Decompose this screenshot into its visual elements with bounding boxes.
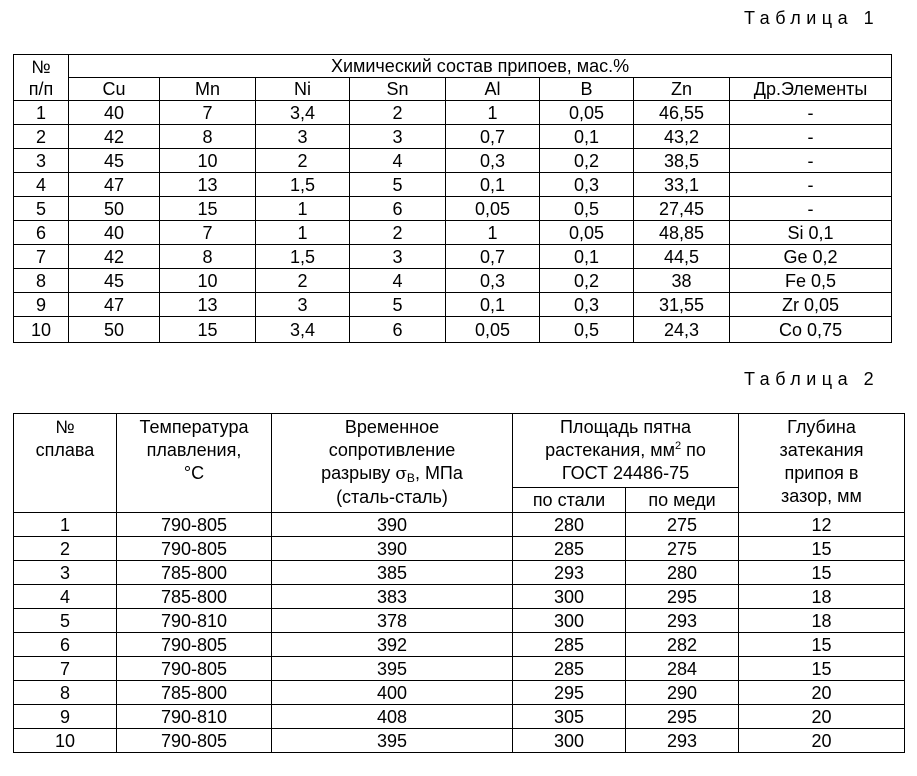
t2-strength-line4: (сталь-сталь) — [336, 487, 448, 507]
table-cell: 300 — [513, 585, 626, 609]
table-cell: 295 — [513, 681, 626, 705]
table-cell: 3 — [350, 245, 446, 269]
t2-depth-line1: Глубина — [787, 417, 856, 437]
table-cell: 3,4 — [256, 317, 350, 343]
table-cell: 785-800 — [117, 561, 272, 585]
table-cell: 4 — [14, 173, 69, 197]
table-cell: 42 — [69, 125, 160, 149]
t2-area-line2-post: по — [681, 440, 706, 460]
table-cell: 0,05 — [446, 197, 540, 221]
t1-column-headers — [14, 78, 892, 101]
table-cell: 395 — [272, 729, 513, 753]
table-cell: 18 — [739, 609, 905, 633]
table-cell: 280 — [626, 561, 739, 585]
table-cell: 385 — [272, 561, 513, 585]
table-cell: 13 — [160, 173, 256, 197]
table-cell: 3 — [14, 149, 69, 173]
t2-header-no — [14, 414, 117, 513]
table-cell: 285 — [513, 633, 626, 657]
table-cell: 24,3 — [634, 317, 730, 343]
t2-header-area-copper: по меди — [626, 488, 739, 513]
table-cell: 6 — [14, 221, 69, 245]
table-cell: 392 — [272, 633, 513, 657]
table-cell: Ge 0,2 — [730, 245, 892, 269]
table-row — [14, 149, 892, 173]
table-cell: 785-800 — [117, 681, 272, 705]
table-cell: 8 — [14, 681, 117, 705]
table-cell: 285 — [513, 537, 626, 561]
table-cell: 46,55 — [634, 101, 730, 125]
t1-column-header: Sn — [350, 78, 446, 101]
sigma-subscript: B — [406, 471, 415, 485]
table-cell: 8 — [160, 245, 256, 269]
table-row — [14, 537, 905, 561]
table-cell: 282 — [626, 633, 739, 657]
table-cell: 408 — [272, 705, 513, 729]
table-cell: 0,3 — [446, 149, 540, 173]
table-cell: 275 — [626, 513, 739, 537]
table-cell: 790-810 — [117, 705, 272, 729]
table-cell: 305 — [513, 705, 626, 729]
table-cell: 45 — [69, 149, 160, 173]
table-row — [14, 269, 892, 293]
alloy-properties-table — [13, 413, 905, 753]
table-cell: 284 — [626, 657, 739, 681]
table-cell: 8 — [14, 269, 69, 293]
table-cell: 40 — [69, 221, 160, 245]
t2-header-melting-temp — [117, 414, 272, 513]
table-cell: 0,05 — [540, 221, 634, 245]
t1-group-title: Химический состав припоев, мас.% — [69, 55, 892, 78]
table-cell: 50 — [69, 197, 160, 221]
table-row — [14, 657, 905, 681]
t1-header-no-line2: п/п — [28, 78, 54, 99]
t2-area-line3: ГОСТ 24486-75 — [561, 463, 690, 483]
table-cell: 383 — [272, 585, 513, 609]
table-cell: 3 — [14, 561, 117, 585]
table-cell: - — [730, 173, 892, 197]
table-cell: 400 — [272, 681, 513, 705]
t2-header-no-line1: № — [55, 417, 75, 437]
table-cell: 293 — [626, 729, 739, 753]
t2-strength-line3-post: , МПа — [414, 463, 463, 483]
t2-strength-line2: сопротивление — [328, 440, 456, 460]
table-cell: 10 — [160, 269, 256, 293]
table-cell: 390 — [272, 513, 513, 537]
table-cell: 390 — [272, 537, 513, 561]
table-row — [14, 513, 905, 537]
table-cell: 15 — [739, 633, 905, 657]
table-cell: 280 — [513, 513, 626, 537]
table-cell: 9 — [14, 293, 69, 317]
table-cell: 1 — [256, 197, 350, 221]
table-cell: 300 — [513, 729, 626, 753]
table-cell: 2 — [14, 125, 69, 149]
table-cell: 790-805 — [117, 633, 272, 657]
table-cell: 45 — [69, 269, 160, 293]
table-cell: 15 — [739, 537, 905, 561]
t2-area-line2 — [513, 439, 738, 462]
table-cell: 31,55 — [634, 293, 730, 317]
t2-area-line2-pre: растекания, мм — [545, 440, 675, 460]
table-cell: Co 0,75 — [730, 317, 892, 343]
table1-caption: Таблица 1 — [744, 8, 880, 28]
t1-column-header: Cu — [69, 78, 160, 101]
table-cell: 1 — [446, 101, 540, 125]
t2-melt-line1: Температура — [139, 417, 249, 437]
table-cell: 15 — [160, 317, 256, 343]
table-cell: 20 — [739, 705, 905, 729]
table-cell: 10 — [14, 317, 69, 343]
t2-body — [14, 513, 905, 753]
table-cell: 3,4 — [256, 101, 350, 125]
table-cell: 0,2 — [540, 149, 634, 173]
table-row — [14, 173, 892, 197]
table-row — [14, 705, 905, 729]
table-cell: 12 — [739, 513, 905, 537]
table-cell: 20 — [739, 681, 905, 705]
table-cell: 20 — [739, 729, 905, 753]
table-cell: 6 — [350, 197, 446, 221]
table-cell: 44,5 — [634, 245, 730, 269]
table-cell: 0,5 — [540, 197, 634, 221]
t2-depth-line3: припоя в — [784, 463, 859, 483]
table-cell: 47 — [69, 173, 160, 197]
t1-column-header: Ni — [256, 78, 350, 101]
table-cell: 0,5 — [540, 317, 634, 343]
table-cell: 7 — [14, 657, 117, 681]
table-cell: 785-800 — [117, 585, 272, 609]
table-cell: 7 — [160, 221, 256, 245]
t2-header-area-steel: по стали — [513, 488, 626, 513]
table-cell: Zr 0,05 — [730, 293, 892, 317]
table-cell: 10 — [160, 149, 256, 173]
table-cell: 3 — [350, 125, 446, 149]
table-cell: 790-810 — [117, 609, 272, 633]
table-cell: 38 — [634, 269, 730, 293]
table-cell: 293 — [513, 561, 626, 585]
table-cell: 4 — [350, 269, 446, 293]
table-cell: 1 — [14, 101, 69, 125]
t2-melt-line3: °C — [183, 463, 205, 483]
table-cell: 790-805 — [117, 537, 272, 561]
table-cell: 7 — [160, 101, 256, 125]
table-row — [14, 101, 892, 125]
table-cell: 1 — [14, 513, 117, 537]
table-cell: 790-805 — [117, 513, 272, 537]
table-cell: 0,1 — [540, 245, 634, 269]
table-cell: - — [730, 101, 892, 125]
table-cell: 38,5 — [634, 149, 730, 173]
t1-column-header: B — [540, 78, 634, 101]
t1-body — [14, 101, 892, 343]
table-row — [14, 585, 905, 609]
table-cell: 33,1 — [634, 173, 730, 197]
table-cell: 285 — [513, 657, 626, 681]
table-cell: 0,1 — [540, 125, 634, 149]
table-cell: 9 — [14, 705, 117, 729]
table-row — [14, 729, 905, 753]
table-row — [14, 197, 892, 221]
table-cell: 13 — [160, 293, 256, 317]
table-cell: 47 — [69, 293, 160, 317]
table-cell: 5 — [350, 293, 446, 317]
table-cell: 1,5 — [256, 173, 350, 197]
table-cell: 0,05 — [540, 101, 634, 125]
table-cell: 2 — [14, 537, 117, 561]
table-cell: 300 — [513, 609, 626, 633]
table-row — [14, 561, 905, 585]
table-cell: 43,2 — [634, 125, 730, 149]
table-cell: 0,3 — [540, 173, 634, 197]
t2-header-no-line2: сплава — [35, 440, 95, 460]
table-cell: 2 — [256, 149, 350, 173]
t2-melt-line2: плавления, — [146, 440, 242, 460]
table-cell: 0,7 — [446, 125, 540, 149]
table-cell: 2 — [256, 269, 350, 293]
table-cell: 2 — [350, 101, 446, 125]
table-cell: 1 — [256, 221, 350, 245]
table-cell: 5 — [14, 609, 117, 633]
table-cell: 7 — [14, 245, 69, 269]
table-cell: 27,45 — [634, 197, 730, 221]
t2-area-sup: 2 — [674, 440, 682, 452]
t2-depth-line4: зазор, мм — [781, 486, 862, 506]
t2-depth-line2: затекания — [779, 440, 864, 460]
table-cell: - — [730, 125, 892, 149]
table-cell: 40 — [69, 101, 160, 125]
table-cell: - — [730, 149, 892, 173]
table-cell: 15 — [160, 197, 256, 221]
table-cell: 790-805 — [117, 729, 272, 753]
table-cell: 3 — [256, 293, 350, 317]
table-row — [14, 125, 892, 149]
t2-area-line1: Площадь пятна — [559, 417, 692, 437]
table-row — [14, 293, 892, 317]
table-row — [14, 681, 905, 705]
table-cell: Si 0,1 — [730, 221, 892, 245]
t2-strength-line3-pre: разрыву — [321, 463, 396, 483]
table-row — [14, 609, 905, 633]
t1-column-header: Zn — [634, 78, 730, 101]
solder-composition-table — [13, 54, 892, 343]
t1-header-no — [14, 55, 69, 101]
table-cell: 8 — [160, 125, 256, 149]
table-cell: 293 — [626, 609, 739, 633]
table-cell: 295 — [626, 585, 739, 609]
table-cell: 4 — [350, 149, 446, 173]
table2-caption: Таблица 2 — [744, 369, 880, 389]
table-cell: 42 — [69, 245, 160, 269]
t2-header-spread-area — [513, 414, 739, 488]
table-cell: 378 — [272, 609, 513, 633]
table-cell: 0,2 — [540, 269, 634, 293]
table-cell: 0,7 — [446, 245, 540, 269]
table-cell: 6 — [350, 317, 446, 343]
t2-header-tensile-strength — [272, 414, 513, 513]
table-cell: 395 — [272, 657, 513, 681]
table-cell: 6 — [14, 633, 117, 657]
table-row — [14, 633, 905, 657]
table-cell: 275 — [626, 537, 739, 561]
table-cell: - — [730, 197, 892, 221]
t2-strength-line1: Временное — [344, 417, 440, 437]
table-row — [14, 245, 892, 269]
table-cell: 1,5 — [256, 245, 350, 269]
table-cell: 4 — [14, 585, 117, 609]
table-row — [14, 221, 892, 245]
t1-header-no-line1: № — [31, 56, 51, 77]
table-cell: 18 — [739, 585, 905, 609]
table-cell: 0,1 — [446, 293, 540, 317]
table-cell: 290 — [626, 681, 739, 705]
table-cell: 5 — [350, 173, 446, 197]
table-cell: 50 — [69, 317, 160, 343]
table-cell: 790-805 — [117, 657, 272, 681]
table-cell: 2 — [350, 221, 446, 245]
t2-strength-line3 — [272, 462, 512, 486]
table-cell: 295 — [626, 705, 739, 729]
t2-header-gap-depth — [739, 414, 905, 513]
table-cell: 15 — [739, 657, 905, 681]
sigma-symbol: σ — [395, 464, 407, 484]
table-cell: 3 — [256, 125, 350, 149]
table-cell: 0,3 — [446, 269, 540, 293]
table-cell: Fe 0,5 — [730, 269, 892, 293]
table-cell: 10 — [14, 729, 117, 753]
table-cell: 1 — [446, 221, 540, 245]
t1-column-header: Др.Элементы — [730, 78, 892, 101]
t1-column-header: Al — [446, 78, 540, 101]
table-cell: 15 — [739, 561, 905, 585]
table-cell: 0,1 — [446, 173, 540, 197]
table-cell: 48,85 — [634, 221, 730, 245]
table-cell: 0,05 — [446, 317, 540, 343]
table-cell: 5 — [14, 197, 69, 221]
table-cell: 0,3 — [540, 293, 634, 317]
t1-column-header: Mn — [160, 78, 256, 101]
table-row — [14, 317, 892, 343]
